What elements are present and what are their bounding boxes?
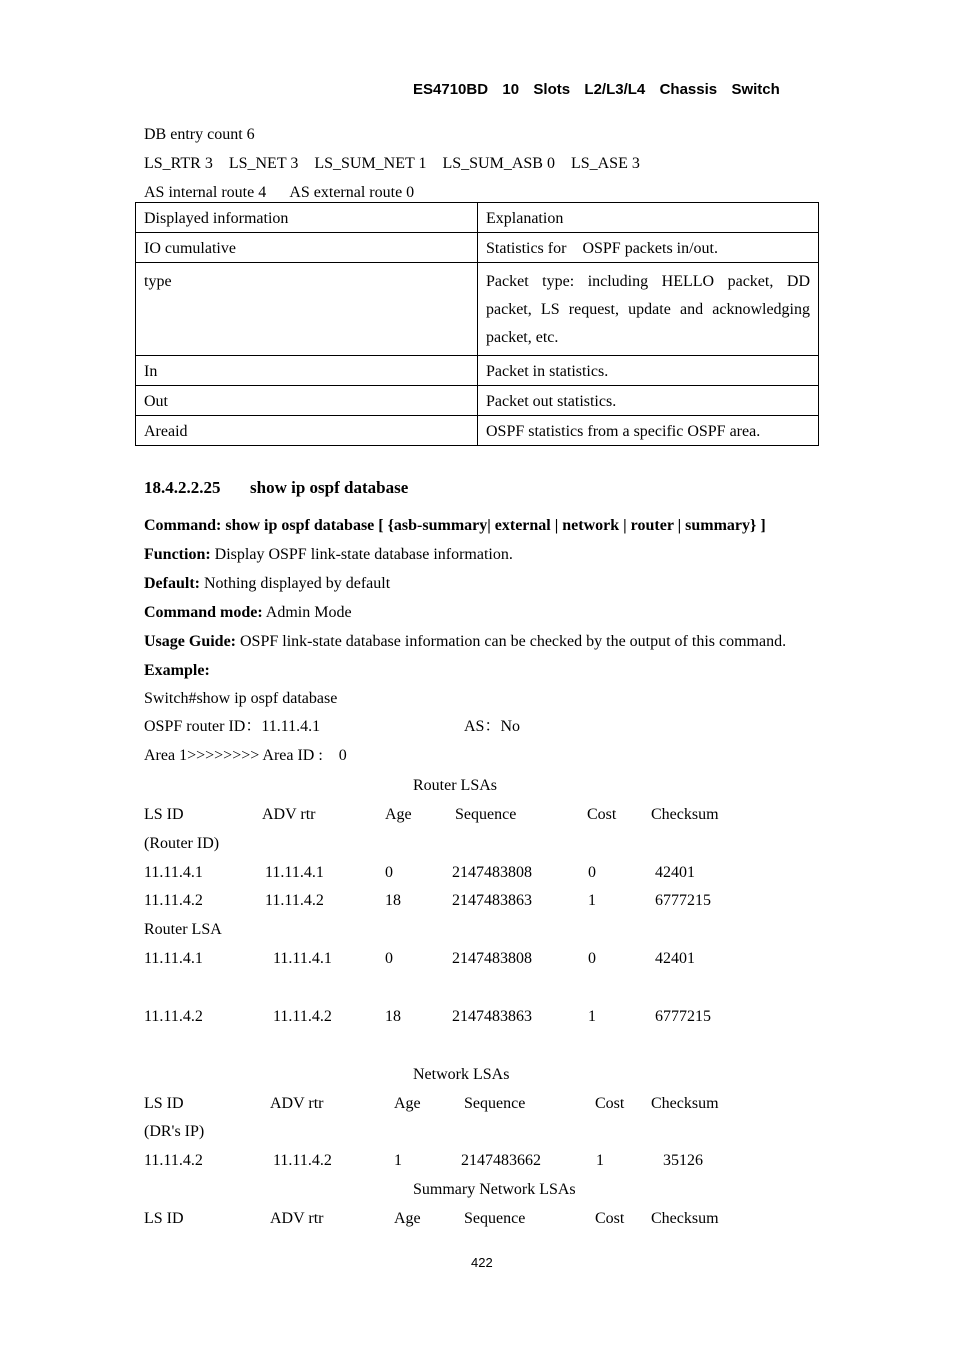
row-lsid: 11.11.4.1 [144, 950, 203, 967]
col-header-age: Age [394, 1095, 421, 1112]
section-title: show ip ospf database [250, 478, 409, 497]
col-header-age: Age [394, 1210, 421, 1227]
mode-line [144, 603, 352, 623]
row-cost: 1 [596, 1152, 604, 1169]
network-lsas-title: Network LSAs [413, 1066, 510, 1083]
table-cell: OSPF statistics from a specific OSPF area. [478, 416, 819, 446]
as-route-counts: AS internal route 4 AS external route 0 [144, 184, 415, 201]
col-header-advrtr: ADV rtr [262, 806, 316, 823]
section-number: 18.4.2.2.25 [144, 478, 221, 497]
row-cost: 0 [588, 864, 596, 881]
col-header-sequence: Sequence [464, 1095, 526, 1112]
usage-text: OSPF link-state database information can be checked by the output of this command. [236, 633, 787, 650]
ls-type-counts: LS_RTR 3 LS_NET 3 LS_SUM_NET 1 LS_SUM_ASB 0 LS_ASE 3 [144, 155, 640, 172]
row-lsid: 11.11.4.2 [144, 1152, 203, 1169]
row-cost: 1 [588, 892, 596, 909]
row-checksum: 6777215 [655, 1008, 711, 1025]
table-cell: Packet in statistics. [478, 356, 819, 386]
row-cost: 1 [588, 1008, 596, 1025]
table-cell: IO cumulative [136, 233, 478, 263]
row-sequence: 2147483808 [452, 864, 532, 881]
col-header-sequence: Sequence [464, 1210, 526, 1227]
cli-prompt: Switch#show ip ospf database [144, 690, 338, 707]
row-sequence: 2147483662 [461, 1152, 541, 1169]
row-lsid: 11.11.4.1 [144, 864, 203, 881]
table-cell: Statistics for OSPF packets in/out. [478, 233, 819, 263]
row-lsid: 11.11.4.2 [144, 892, 203, 909]
function-text: Display OSPF link-state database information. [210, 546, 513, 563]
col-header-cost: Cost [595, 1095, 625, 1112]
table-header-row [136, 203, 819, 233]
function-label: Function: [144, 546, 211, 563]
as-line: AS：No [464, 718, 521, 735]
row-age: 1 [394, 1152, 402, 1169]
db-entry-count: DB entry count 6 [144, 126, 255, 143]
row-cost: 0 [588, 950, 596, 967]
col-header-lsid: LS ID [144, 1210, 184, 1227]
default-line [144, 574, 390, 594]
table-row [136, 386, 819, 416]
row-age: 18 [385, 892, 401, 909]
table-cell: Packet type: including HELLO packet, DD packet, LS request, update and acknowledging packet, etc. [478, 263, 819, 356]
col-header-cost: Cost [587, 806, 617, 823]
example-label: Example: [144, 662, 210, 679]
table-row [136, 416, 819, 446]
col-header-advrtr: ADV rtr [270, 1095, 324, 1112]
col-header-advrtr: ADV rtr [270, 1210, 324, 1227]
row-checksum: 42401 [655, 864, 695, 881]
default-text: Nothing displayed by default [199, 575, 391, 592]
row-sequence: 2147483863 [452, 892, 532, 909]
row-age: 0 [385, 864, 393, 881]
running-header: ES4710BD 10 Slots L2/L3/L4 Chassis Switch [413, 81, 780, 98]
mode-text: Admin Mode [262, 604, 352, 621]
command-label: Command: [144, 517, 222, 534]
page-number: 422 [471, 1255, 493, 1270]
summary-lsas-title: Summary Network LSAs [413, 1181, 576, 1198]
table-cell: Out [136, 386, 478, 416]
row-advrtr: 11.11.4.2 [273, 1008, 332, 1025]
table-cell: Packet out statistics. [478, 386, 819, 416]
col-header-checksum: Checksum [651, 806, 719, 823]
col-header-age: Age [385, 806, 412, 823]
router-id-line: OSPF router ID：11.11.4.1 [144, 718, 321, 735]
col-header-sequence: Sequence [455, 806, 517, 823]
row-checksum: 6777215 [655, 892, 711, 909]
table-row [136, 356, 819, 386]
row-checksum: 35126 [663, 1152, 703, 1169]
command-line [144, 516, 766, 536]
command-syntax: show ip ospf database [ {asb-summary| external | network | router | summary} ] [221, 517, 766, 534]
usage-label: Usage Guide: [144, 633, 236, 650]
col-header-checksum: Checksum [651, 1095, 719, 1112]
row-sequence: 2147483808 [452, 950, 532, 967]
col-header-lsid: LS ID [144, 1095, 184, 1112]
row-age: 18 [385, 1008, 401, 1025]
col-header-cost: Cost [595, 1210, 625, 1227]
col-subheader: (Router ID) [144, 835, 220, 852]
row-checksum: 42401 [655, 950, 695, 967]
usage-line [144, 632, 786, 652]
col-header-lsid: LS ID [144, 806, 184, 823]
function-line [144, 545, 513, 565]
router-lsas-title: Router LSAs [413, 777, 497, 794]
row-advrtr: 11.11.4.1 [273, 950, 332, 967]
mode-label: Command mode: [144, 604, 263, 621]
table-row [136, 263, 819, 356]
row-sequence: 2147483863 [452, 1008, 532, 1025]
table-cell: In [136, 356, 478, 386]
table-cell: type [136, 263, 478, 356]
col-header-checksum: Checksum [651, 1210, 719, 1227]
row-advrtr: 11.11.4.2 [265, 892, 324, 909]
table-cell: Areaid [136, 416, 478, 446]
area-line: Area 1>>>>>>>> Area ID : 0 [144, 747, 347, 764]
row-advrtr: 11.11.4.1 [265, 864, 324, 881]
table-row [136, 233, 819, 263]
col-subheader: (DR's IP) [144, 1123, 205, 1140]
info-table [135, 202, 819, 446]
table-header-cell: Explanation [478, 203, 819, 233]
row-lsid: 11.11.4.2 [144, 1008, 203, 1025]
row-age: 0 [385, 950, 393, 967]
table-header-cell: Displayed information [136, 203, 478, 233]
row-advrtr: 11.11.4.2 [273, 1152, 332, 1169]
router-lsa-label: Router LSA [144, 921, 222, 938]
default-label: Default: [144, 575, 200, 592]
